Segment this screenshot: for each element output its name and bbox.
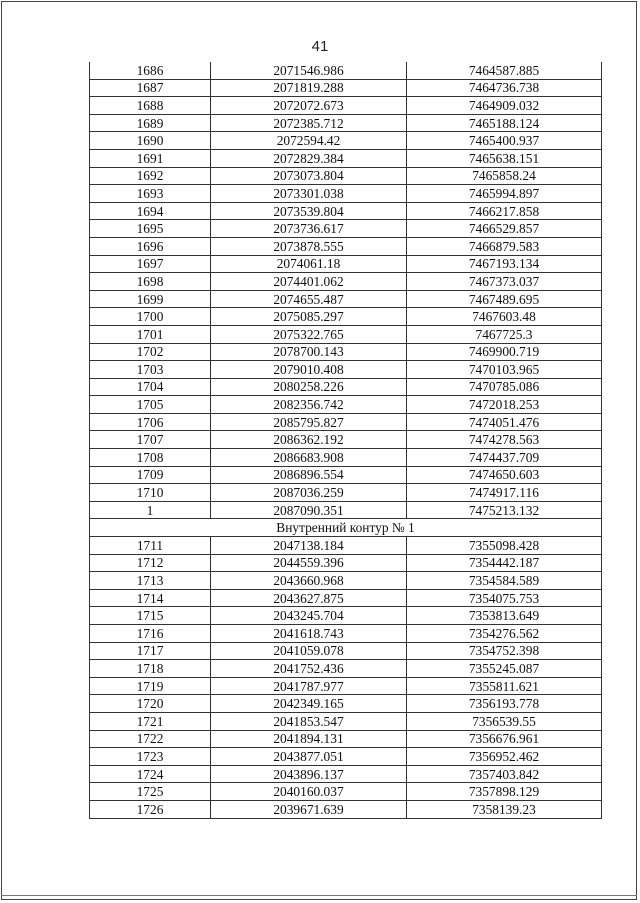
x-coordinate-cell: 2074655.487 bbox=[211, 290, 407, 308]
table-row bbox=[90, 167, 602, 185]
table-row bbox=[90, 431, 602, 449]
point-number-cell: 1710 bbox=[90, 484, 211, 502]
x-coordinate-cell: 2087090.351 bbox=[211, 501, 407, 519]
table-row bbox=[90, 185, 602, 203]
point-number-cell: 1706 bbox=[90, 413, 211, 431]
y-coordinate-cell: 7355245.087 bbox=[407, 660, 602, 678]
table-row bbox=[90, 677, 602, 695]
coordinates-table bbox=[89, 62, 602, 819]
y-coordinate-cell: 7464909.032 bbox=[407, 97, 602, 115]
y-coordinate-cell: 7470103.965 bbox=[407, 361, 602, 379]
x-coordinate-cell: 2073878.555 bbox=[211, 237, 407, 255]
x-coordinate-cell: 2041894.131 bbox=[211, 730, 407, 748]
table-row bbox=[90, 202, 602, 220]
y-coordinate-cell: 7357403.842 bbox=[407, 765, 602, 783]
y-coordinate-cell: 7474051.476 bbox=[407, 413, 602, 431]
table-row bbox=[90, 660, 602, 678]
table-row bbox=[90, 290, 602, 308]
y-coordinate-cell: 7355098.428 bbox=[407, 537, 602, 555]
y-coordinate-cell: 7465994.897 bbox=[407, 185, 602, 203]
x-coordinate-cell: 2073073.804 bbox=[211, 167, 407, 185]
point-number-cell: 1722 bbox=[90, 730, 211, 748]
table-row bbox=[90, 607, 602, 625]
x-coordinate-cell: 2073301.038 bbox=[211, 185, 407, 203]
point-number-cell: 1709 bbox=[90, 466, 211, 484]
table-row bbox=[90, 712, 602, 730]
x-coordinate-cell: 2041059.078 bbox=[211, 642, 407, 660]
section-title: Внутренний контур № 1 bbox=[90, 519, 602, 537]
x-coordinate-cell: 2072829.384 bbox=[211, 149, 407, 167]
table-row bbox=[90, 466, 602, 484]
table-row bbox=[90, 361, 602, 379]
x-coordinate-cell: 2044559.396 bbox=[211, 554, 407, 572]
table-row bbox=[90, 695, 602, 713]
x-coordinate-cell: 2079010.408 bbox=[211, 361, 407, 379]
table-row bbox=[90, 396, 602, 414]
x-coordinate-cell: 2043896.137 bbox=[211, 765, 407, 783]
y-coordinate-cell: 7355811.621 bbox=[407, 677, 602, 695]
y-coordinate-cell: 7356539.55 bbox=[407, 712, 602, 730]
table-row bbox=[90, 132, 602, 150]
table-row bbox=[90, 343, 602, 361]
table-row bbox=[90, 255, 602, 273]
point-number-cell: 1721 bbox=[90, 712, 211, 730]
page-number: 41 bbox=[311, 38, 329, 55]
table-row bbox=[90, 748, 602, 766]
y-coordinate-cell: 7474437.709 bbox=[407, 449, 602, 467]
point-number-cell: 1705 bbox=[90, 396, 211, 414]
y-coordinate-cell: 7467489.695 bbox=[407, 290, 602, 308]
coordinates-table-body bbox=[90, 62, 602, 818]
point-number-cell: 1686 bbox=[90, 62, 211, 79]
y-coordinate-cell: 7465188.124 bbox=[407, 114, 602, 132]
point-number-cell: 1692 bbox=[90, 167, 211, 185]
x-coordinate-cell: 2072385.712 bbox=[211, 114, 407, 132]
point-number-cell: 1719 bbox=[90, 677, 211, 695]
table-row bbox=[90, 62, 602, 79]
x-coordinate-cell: 2071546.986 bbox=[211, 62, 407, 79]
x-coordinate-cell: 2074401.062 bbox=[211, 273, 407, 291]
table-row bbox=[90, 572, 602, 590]
table-row bbox=[90, 642, 602, 660]
y-coordinate-cell: 7474650.603 bbox=[407, 466, 602, 484]
x-coordinate-cell: 2087036.259 bbox=[211, 484, 407, 502]
x-coordinate-cell: 2043877.051 bbox=[211, 748, 407, 766]
table-row bbox=[90, 537, 602, 555]
table-row bbox=[90, 449, 602, 467]
y-coordinate-cell: 7354584.589 bbox=[407, 572, 602, 590]
y-coordinate-cell: 7356193.778 bbox=[407, 695, 602, 713]
y-coordinate-cell: 7464587.885 bbox=[407, 62, 602, 79]
point-number-cell: 1714 bbox=[90, 589, 211, 607]
x-coordinate-cell: 2075085.297 bbox=[211, 308, 407, 326]
y-coordinate-cell: 7354075.753 bbox=[407, 589, 602, 607]
point-number-cell: 1696 bbox=[90, 237, 211, 255]
point-number-cell: 1712 bbox=[90, 554, 211, 572]
table-row bbox=[90, 79, 602, 97]
y-coordinate-cell: 7465400.937 bbox=[407, 132, 602, 150]
point-number-cell: 1725 bbox=[90, 783, 211, 801]
table-row bbox=[90, 308, 602, 326]
table-row bbox=[90, 237, 602, 255]
table-row bbox=[90, 625, 602, 643]
x-coordinate-cell: 2043660.968 bbox=[211, 572, 407, 590]
point-number-cell: 1699 bbox=[90, 290, 211, 308]
y-coordinate-cell: 7357898.129 bbox=[407, 783, 602, 801]
table-row bbox=[90, 501, 602, 519]
x-coordinate-cell: 2086683.908 bbox=[211, 449, 407, 467]
table-row bbox=[90, 114, 602, 132]
table-row bbox=[90, 589, 602, 607]
x-coordinate-cell: 2082356.742 bbox=[211, 396, 407, 414]
x-coordinate-cell: 2086362.192 bbox=[211, 431, 407, 449]
y-coordinate-cell: 7466529.857 bbox=[407, 220, 602, 238]
x-coordinate-cell: 2080258.226 bbox=[211, 378, 407, 396]
point-number-cell: 1687 bbox=[90, 79, 211, 97]
point-number-cell: 1702 bbox=[90, 343, 211, 361]
x-coordinate-cell: 2073539.804 bbox=[211, 202, 407, 220]
table-row bbox=[90, 484, 602, 502]
x-coordinate-cell: 2071819.288 bbox=[211, 79, 407, 97]
y-coordinate-cell: 7467603.48 bbox=[407, 308, 602, 326]
point-number-cell: 1697 bbox=[90, 255, 211, 273]
table-row bbox=[90, 783, 602, 801]
x-coordinate-cell: 2043627.875 bbox=[211, 589, 407, 607]
point-number-cell: 1689 bbox=[90, 114, 211, 132]
table-row bbox=[90, 325, 602, 343]
x-coordinate-cell: 2042349.165 bbox=[211, 695, 407, 713]
point-number-cell: 1694 bbox=[90, 202, 211, 220]
point-number-cell: 1 bbox=[90, 501, 211, 519]
x-coordinate-cell: 2041752.436 bbox=[211, 660, 407, 678]
point-number-cell: 1701 bbox=[90, 325, 211, 343]
x-coordinate-cell: 2085795.827 bbox=[211, 413, 407, 431]
x-coordinate-cell: 2041787.977 bbox=[211, 677, 407, 695]
x-coordinate-cell: 2043245.704 bbox=[211, 607, 407, 625]
y-coordinate-cell: 7354752.398 bbox=[407, 642, 602, 660]
y-coordinate-cell: 7474278.563 bbox=[407, 431, 602, 449]
x-coordinate-cell: 2072072.673 bbox=[211, 97, 407, 115]
x-coordinate-cell: 2072594.42 bbox=[211, 132, 407, 150]
table-row bbox=[90, 149, 602, 167]
table-row bbox=[90, 765, 602, 783]
y-coordinate-cell: 7466217.858 bbox=[407, 202, 602, 220]
table-row bbox=[90, 378, 602, 396]
table-row bbox=[90, 413, 602, 431]
table-row bbox=[90, 730, 602, 748]
y-coordinate-cell: 7354276.562 bbox=[407, 625, 602, 643]
y-coordinate-cell: 7353813.649 bbox=[407, 607, 602, 625]
y-coordinate-cell: 7469900.719 bbox=[407, 343, 602, 361]
x-coordinate-cell: 2040160.037 bbox=[211, 783, 407, 801]
table-row bbox=[90, 554, 602, 572]
section-header-row bbox=[90, 519, 602, 537]
y-coordinate-cell: 7467373.037 bbox=[407, 273, 602, 291]
x-coordinate-cell: 2041853.547 bbox=[211, 712, 407, 730]
y-coordinate-cell: 7470785.086 bbox=[407, 378, 602, 396]
point-number-cell: 1704 bbox=[90, 378, 211, 396]
x-coordinate-cell: 2047138.184 bbox=[211, 537, 407, 555]
point-number-cell: 1688 bbox=[90, 97, 211, 115]
point-number-cell: 1718 bbox=[90, 660, 211, 678]
x-coordinate-cell: 2075322.765 bbox=[211, 325, 407, 343]
point-number-cell: 1715 bbox=[90, 607, 211, 625]
point-number-cell: 1724 bbox=[90, 765, 211, 783]
table-row bbox=[90, 800, 602, 818]
y-coordinate-cell: 7475213.132 bbox=[407, 501, 602, 519]
point-number-cell: 1713 bbox=[90, 572, 211, 590]
x-coordinate-cell: 2041618.743 bbox=[211, 625, 407, 643]
point-number-cell: 1703 bbox=[90, 361, 211, 379]
y-coordinate-cell: 7354442.187 bbox=[407, 554, 602, 572]
point-number-cell: 1698 bbox=[90, 273, 211, 291]
point-number-cell: 1720 bbox=[90, 695, 211, 713]
point-number-cell: 1726 bbox=[90, 800, 211, 818]
point-number-cell: 1711 bbox=[90, 537, 211, 555]
y-coordinate-cell: 7465638.151 bbox=[407, 149, 602, 167]
x-coordinate-cell: 2086896.554 bbox=[211, 466, 407, 484]
y-coordinate-cell: 7465858.24 bbox=[407, 167, 602, 185]
point-number-cell: 1708 bbox=[90, 449, 211, 467]
y-coordinate-cell: 7474917.116 bbox=[407, 484, 602, 502]
point-number-cell: 1693 bbox=[90, 185, 211, 203]
y-coordinate-cell: 7356676.961 bbox=[407, 730, 602, 748]
point-number-cell: 1691 bbox=[90, 149, 211, 167]
table-row bbox=[90, 220, 602, 238]
point-number-cell: 1695 bbox=[90, 220, 211, 238]
point-number-cell: 1723 bbox=[90, 748, 211, 766]
bottom-divider bbox=[1, 895, 637, 896]
x-coordinate-cell: 2078700.143 bbox=[211, 343, 407, 361]
x-coordinate-cell: 2039671.639 bbox=[211, 800, 407, 818]
point-number-cell: 1707 bbox=[90, 431, 211, 449]
x-coordinate-cell: 2074061.18 bbox=[211, 255, 407, 273]
table-row bbox=[90, 97, 602, 115]
y-coordinate-cell: 7464736.738 bbox=[407, 79, 602, 97]
point-number-cell: 1716 bbox=[90, 625, 211, 643]
table-row bbox=[90, 273, 602, 291]
point-number-cell: 1717 bbox=[90, 642, 211, 660]
y-coordinate-cell: 7356952.462 bbox=[407, 748, 602, 766]
x-coordinate-cell: 2073736.617 bbox=[211, 220, 407, 238]
y-coordinate-cell: 7467193.134 bbox=[407, 255, 602, 273]
y-coordinate-cell: 7467725.3 bbox=[407, 325, 602, 343]
point-number-cell: 1690 bbox=[90, 132, 211, 150]
y-coordinate-cell: 7358139.23 bbox=[407, 800, 602, 818]
y-coordinate-cell: 7472018.253 bbox=[407, 396, 602, 414]
y-coordinate-cell: 7466879.583 bbox=[407, 237, 602, 255]
point-number-cell: 1700 bbox=[90, 308, 211, 326]
